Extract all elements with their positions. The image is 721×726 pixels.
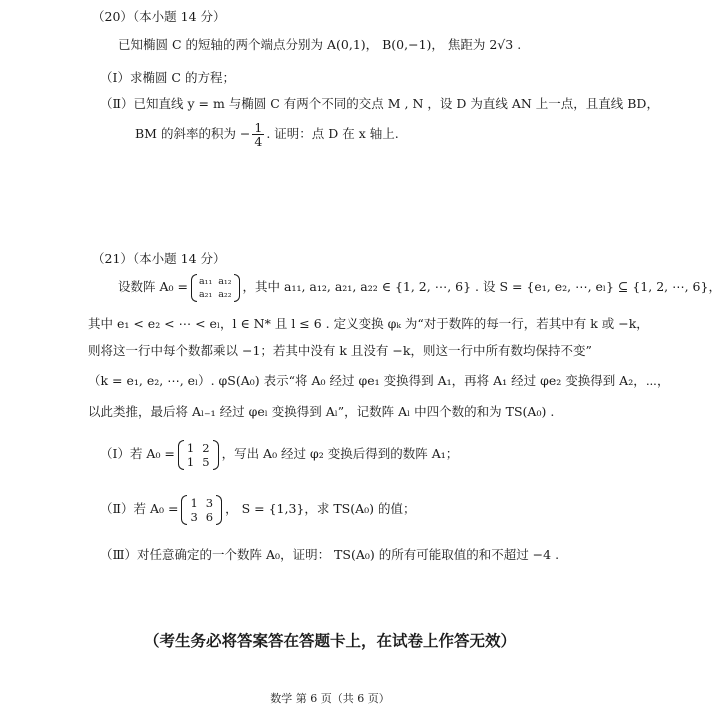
q20-part1: （Ⅰ）求椭圆 C 的方程； xyxy=(100,70,235,85)
q20-part2-line1: （Ⅱ）已知直线 y = m 与椭圆 C 有两个不同的交点 M , N ，设 D 为直线 AN 上一点，且直线 BD， xyxy=(100,96,659,111)
matrix-part1 xyxy=(178,440,219,470)
q20-fraction-numerator: 1 xyxy=(254,120,263,135)
q21-line5: 以此类推，最后将 Aₗ₋₁ 经过 φeₗ 变换得到 Aₗ”，记数阵 Aₗ 中四个数的和为 TS(A₀) . xyxy=(88,404,555,419)
answer-notice: （考生务必将答案答在答题卡上，在试卷上作答无效） xyxy=(143,632,516,650)
q20-part2-line2 xyxy=(135,119,399,149)
q21-part1-text-a: （Ⅰ）若 A₀ = xyxy=(100,446,175,461)
q21-header: （21）（本小题 14 分） xyxy=(92,251,226,266)
matrix-cell: 3 xyxy=(205,495,214,510)
matrix-cell: 3 xyxy=(190,509,198,524)
q20-fraction xyxy=(252,121,264,148)
matrix-cell: 1 xyxy=(190,495,198,510)
q21-line1-text-a: 设数阵 A₀ = xyxy=(118,279,188,294)
q21-line2: 其中 e₁ < e₂ < ⋯ < eₗ，l ∈ N* 且 l ≤ 6 . 定义变换 φₖ 为“对于数阵的每一行，若其中有 k 或 −k， xyxy=(88,316,649,331)
matrix-cell: 1 xyxy=(186,454,195,469)
q21-part3: （Ⅲ）对任意确定的一个数阵 A₀，证明： TS(A₀) 的所有可能取值的和不超过 −4 . xyxy=(100,547,560,562)
q20-fraction-denominator: 4 xyxy=(254,134,263,149)
q20-part2-text-b: . 证明：点 D 在 x 轴上. xyxy=(266,126,399,141)
q21-part2-text-b: ， S = {1,3}，求 TS(A₀) 的值； xyxy=(225,501,416,516)
matrix-cell: a₂₂ xyxy=(218,288,232,300)
q21-line4: （k = e₁, e₂, ⋯, eₗ）. φS(A₀) 表示“将 A₀ 经过 φe₁ 变换得到 A₁，再将 A₁ 经过 φe₂ 变换得到 A₂，⋯， xyxy=(88,373,670,388)
matrix-cell: 1 xyxy=(186,440,195,455)
matrix-cell: a₁₂ xyxy=(218,275,232,287)
page-footer: 数学 第 6 页（共 6 页） xyxy=(270,692,390,705)
matrix-cell: 6 xyxy=(205,509,214,524)
q20-intro: 已知椭圆 C 的短轴的两个端点分别为 A(0,1)， B(0,−1)， 焦距为 2√3 . xyxy=(118,37,522,52)
q20-part2-text-a: BM 的斜率的积为 − xyxy=(135,126,251,141)
q20-header: （20）（本小题 14 分） xyxy=(92,9,226,24)
matrix-cell: a₂₁ xyxy=(198,288,213,300)
matrix-part2 xyxy=(181,495,222,525)
q21-part1 xyxy=(100,436,458,472)
q21-line1 xyxy=(118,270,721,304)
matrix-cell: 5 xyxy=(202,454,210,469)
q21-part1-text-b: ，写出 A₀ 经过 φ₂ 变换后得到的数阵 A₁； xyxy=(221,446,459,461)
q21-part2-text-a: （Ⅱ）若 A₀ = xyxy=(100,501,179,516)
q21-part2 xyxy=(100,491,416,527)
matrix-cell: a₁₁ xyxy=(198,275,213,287)
matrix-a0 xyxy=(191,274,240,302)
matrix-cell: 2 xyxy=(202,440,210,455)
q21-line1-text-b: ，其中 a₁₁, a₁₂, a₂₁, a₂₂ ∈ {1, 2, ⋯, 6} . 设 S = {e₁, e₂, ⋯, eₗ} ⊆ {1, 2, ⋯, 6}， xyxy=(242,279,721,294)
q21-line3: 则将这一行中每个数都乘以 −1；若其中没有 k 且没有 −k，则这一行中所有数均保持不变” xyxy=(88,343,592,358)
